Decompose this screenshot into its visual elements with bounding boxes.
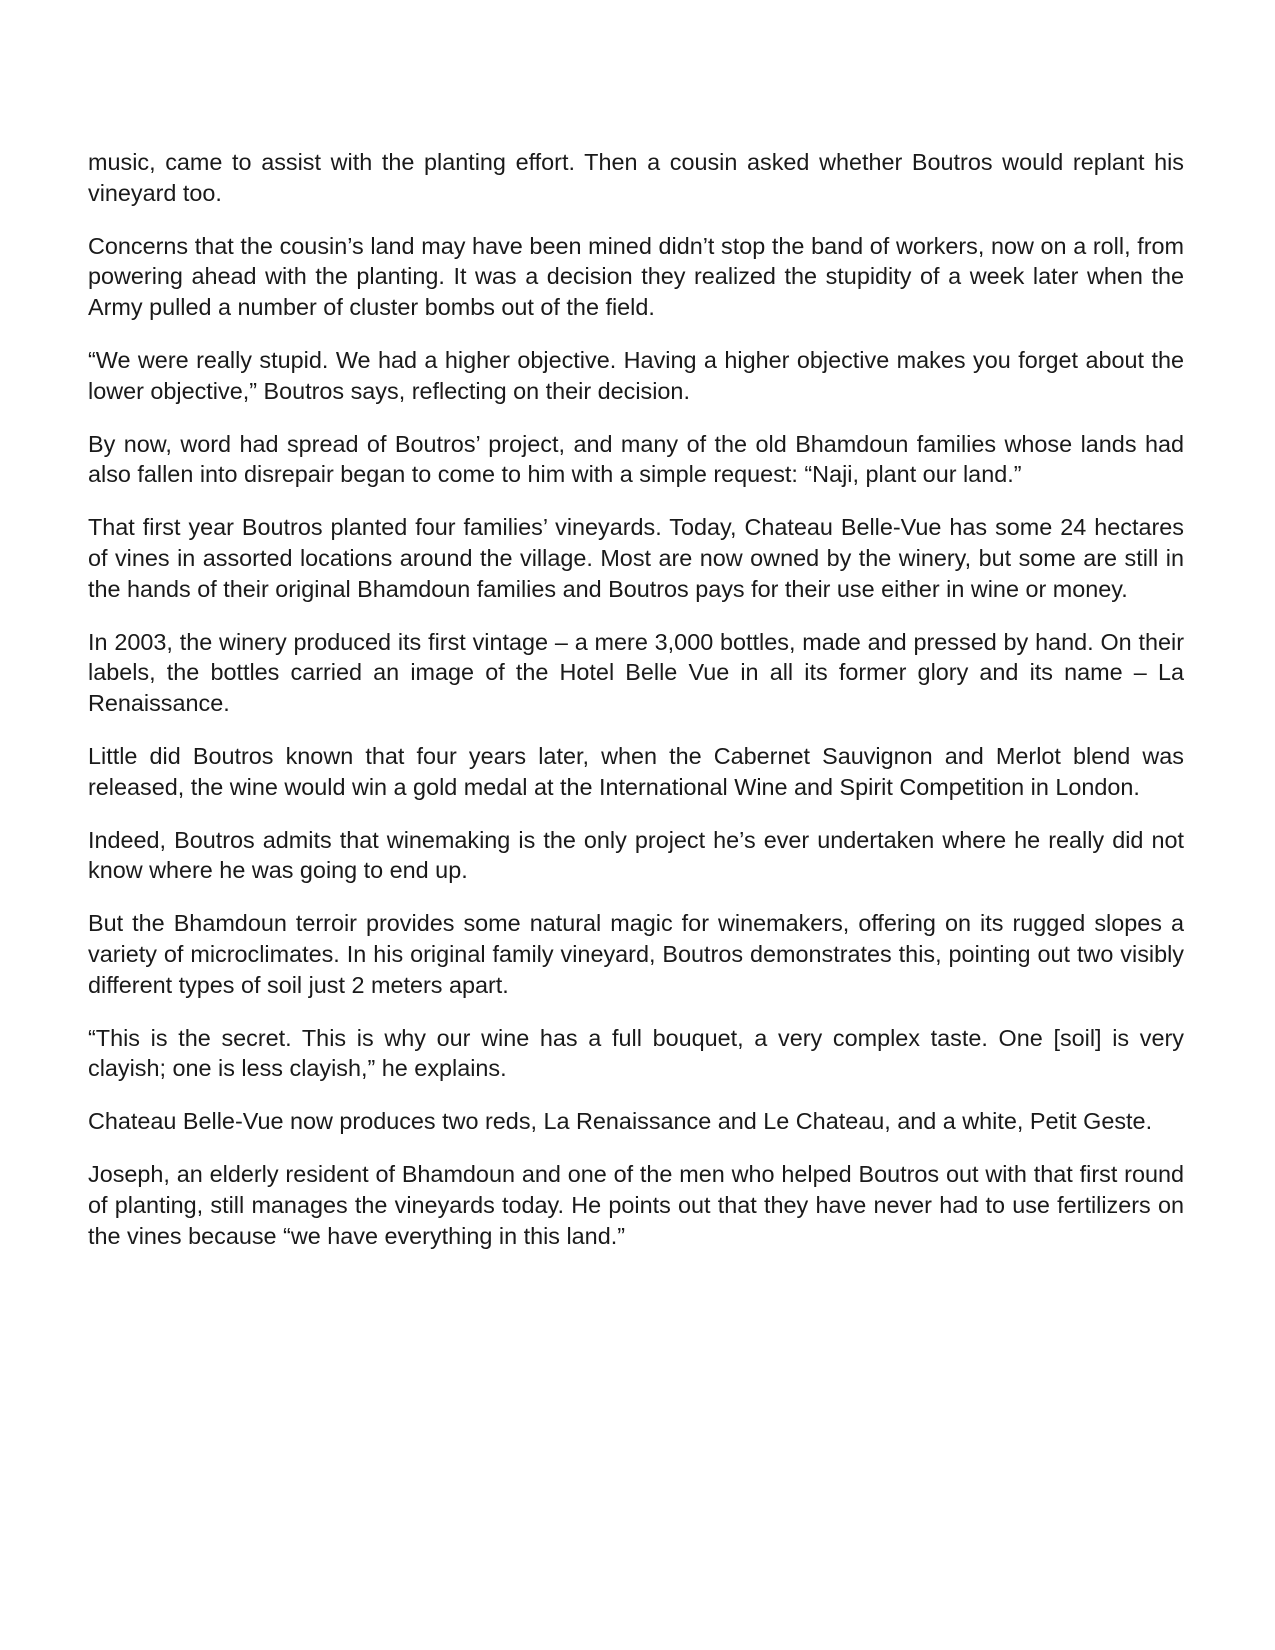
paragraph: Little did Boutros known that four years later, when the Cabernet Sauvignon and Merlot blend was released, the wine would win a gold medal at the International Wine and Spirit Competition in London. bbox=[88, 742, 1184, 800]
paragraph: “This is the secret. This is why our wine has a full bouquet, a very complex taste. One [soil] is very clayish; one is less clayish,” he explains. bbox=[88, 1024, 1184, 1082]
paragraph: In 2003, the winery produced its first vintage – a mere 3,000 bottles, made and pressed by hand. On their labels, the bottles carried an image of the Hotel Belle Vue in all its former glory and its name – La Renaissance. bbox=[88, 628, 1184, 717]
paragraph: But the Bhamdoun terroir provides some natural magic for winemakers, offering on its rugged slopes a variety of microclimates. In his original family vineyard, Boutros demonstrates this, pointing out two visibly different types of soil just 2 meters apart. bbox=[88, 910, 1184, 998]
paragraph: Joseph, an elderly resident of Bhamdoun and one of the men who helped Boutros out with that first round of planting, still manages the vineyards today. He points out that they have never had to use fertilizers on the vines because “we have everything in this land.” bbox=[88, 1160, 1184, 1249]
document-page bbox=[88, 147, 1184, 1273]
paragraph: Concerns that the cousin’s land may have been mined didn’t stop the band of workers, now on a roll, from powering ahead with the planting. It was a decision they realized the stupidity of a week later when the Army pulled a number of cluster bombs out of the field. bbox=[88, 232, 1184, 321]
paragraph: Chateau Belle-Vue now produces two reds, La Renaissance and Le Chateau, and a white, Petit Geste. bbox=[88, 1108, 1153, 1135]
paragraph: “We were really stupid. We had a higher objective. Having a higher objective makes you forget about the lower objective,” Boutros says, reflecting on their decision. bbox=[88, 346, 1184, 404]
paragraph: Indeed, Boutros admits that winemaking is the only project he’s ever undertaken where he really did not know where he was going to end up. bbox=[88, 826, 1184, 884]
paragraph: By now, word had spread of Boutros’ project, and many of the old Bhamdoun families whose lands had also fallen into disrepair began to come to him with a simple request: “Naji, plant our land.” bbox=[88, 430, 1184, 488]
paragraph: music, came to assist with the planting effort. Then a cousin asked whether Boutros would replant his vineyard too. bbox=[88, 149, 1184, 206]
paragraph: That first year Boutros planted four families’ vineyards. Today, Chateau Belle-Vue has some 24 hectares of vines in assorted locations around the village. Most are now owned by the winery, but some are still in the hands of their original Bhamdoun families and Boutros pays for their use either in wine or money. bbox=[88, 514, 1184, 602]
